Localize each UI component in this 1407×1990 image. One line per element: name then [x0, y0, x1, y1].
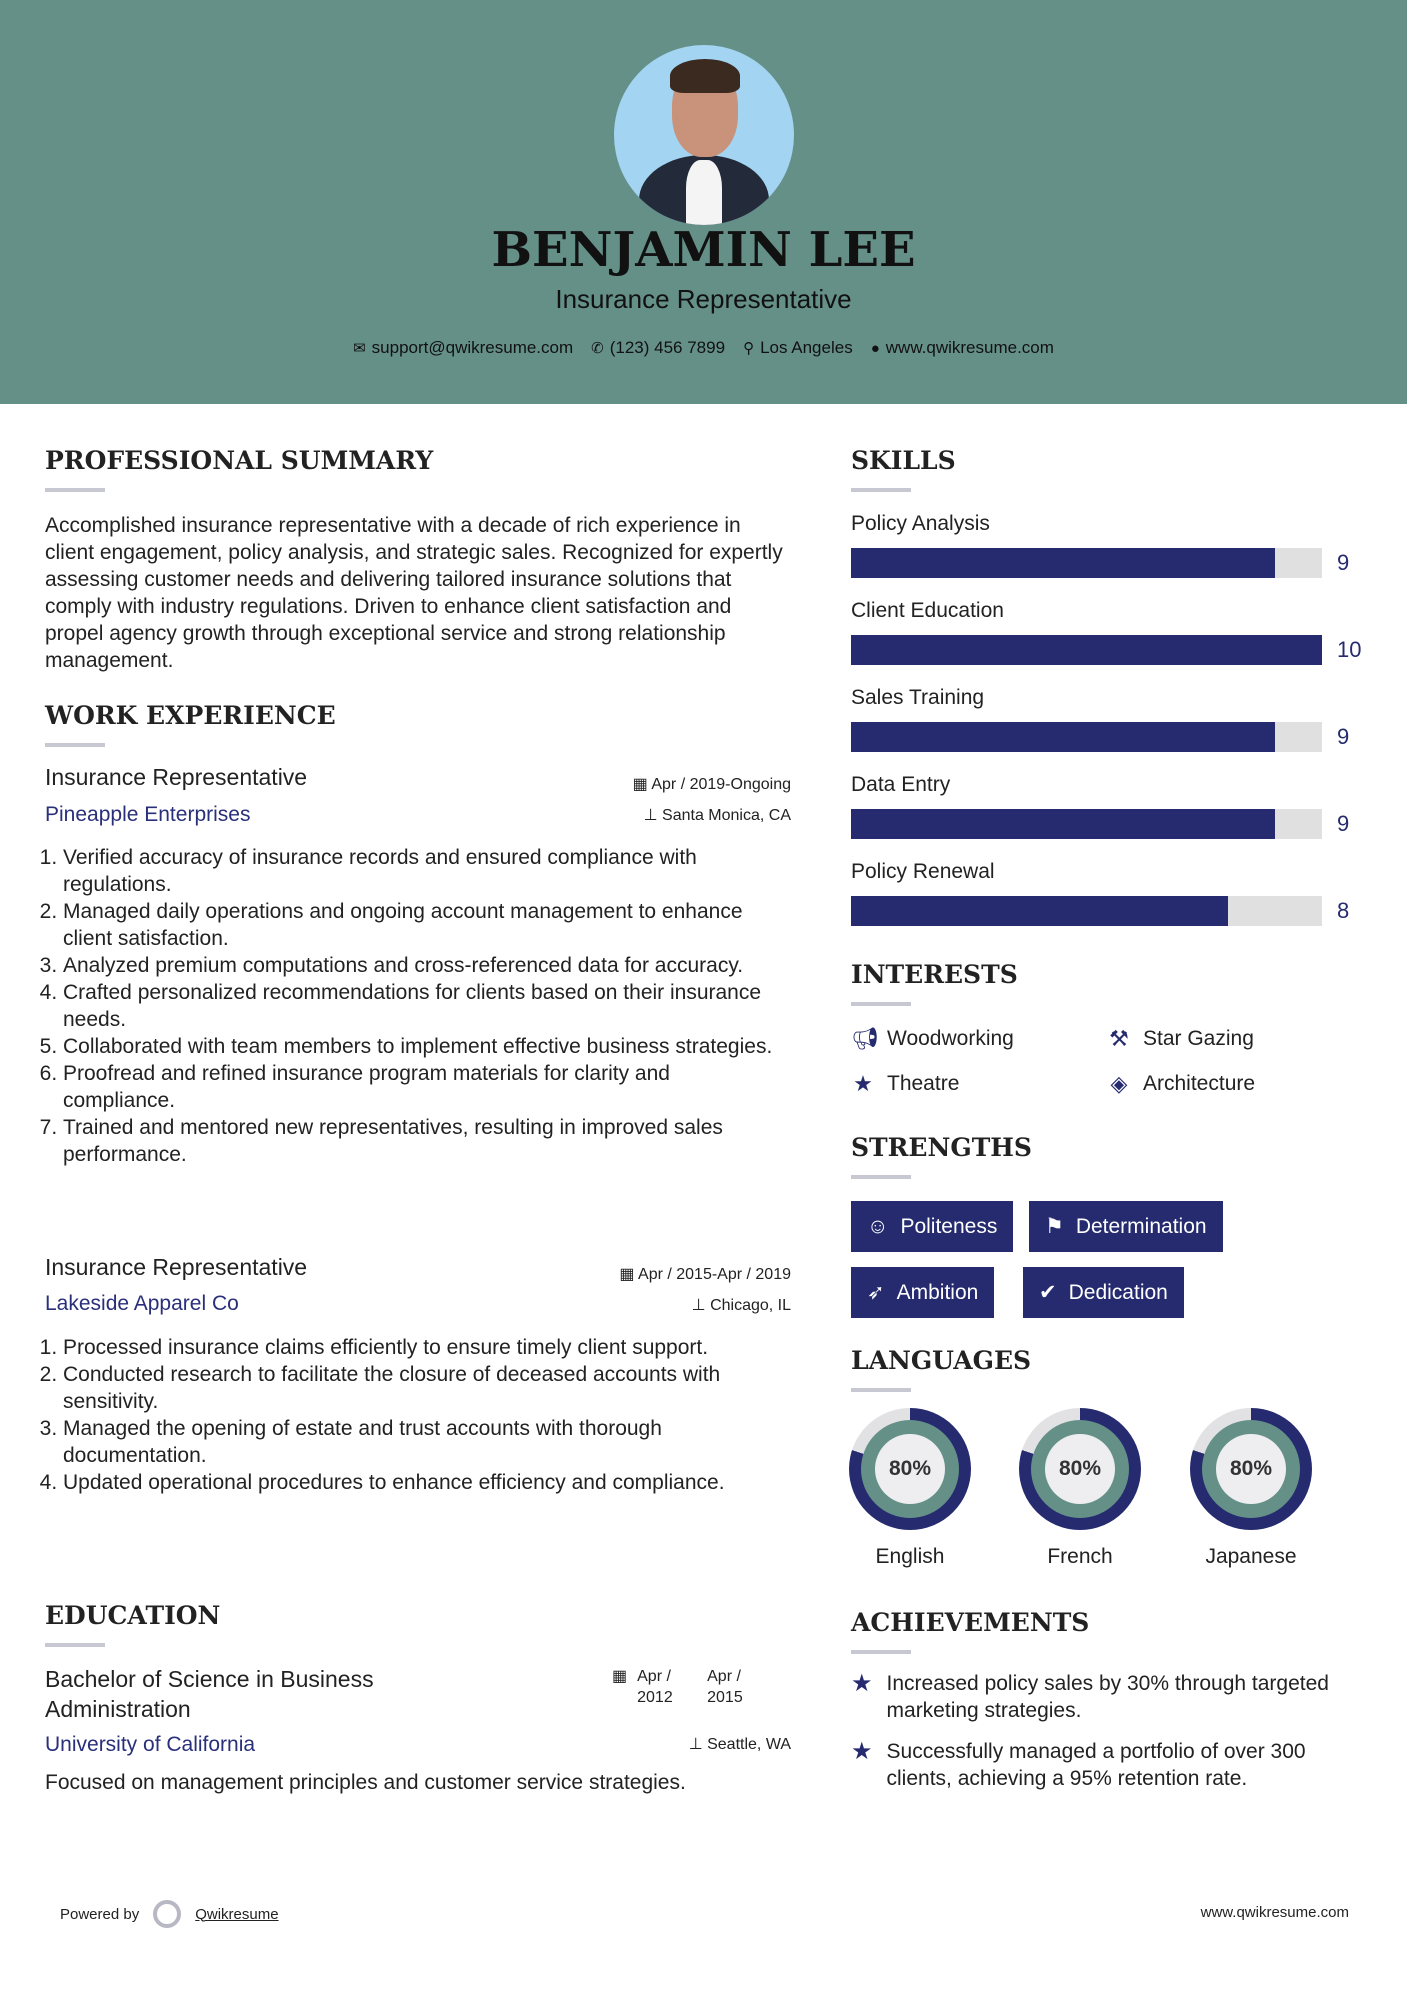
strength-badge: ➶ Ambition — [851, 1267, 994, 1318]
contact-phone: (123) 456 7899 — [609, 338, 726, 357]
divider — [45, 743, 105, 747]
gavel-icon: ⚒ — [1109, 1026, 1129, 1051]
job-bullets — [45, 844, 785, 1168]
skill-level: 9 — [1337, 811, 1350, 836]
skill-bar-fill — [851, 809, 1275, 839]
job-date: ▦ Apr / 2015-Apr / 2019 — [619, 1266, 791, 1283]
ticket-icon: ◈ — [1110, 1071, 1128, 1096]
skill-bar-fill — [851, 635, 1322, 665]
skill-bar-fill — [851, 548, 1275, 578]
star-badge-icon: ★ — [851, 1738, 873, 1765]
interest-item: ◈ Architecture — [1107, 1071, 1255, 1097]
calendar-icon: ▦ — [632, 776, 652, 793]
language-percent: 80% — [875, 1434, 945, 1504]
map-pin-icon: ⚲ — [743, 340, 755, 357]
divider — [851, 1650, 911, 1654]
language-donut — [1190, 1408, 1312, 1530]
star-icon: ★ — [853, 1071, 873, 1096]
job-bullets — [45, 1334, 785, 1496]
rocket-icon: ➶ — [867, 1281, 885, 1304]
language-name: French — [1047, 1545, 1113, 1568]
skill-bar — [851, 635, 1322, 665]
job-bullet: 1. Verified accuracy of insurance records and ensured compliance with regulations. — [63, 844, 785, 898]
skill-name: Client Education — [851, 599, 1004, 622]
envelope-icon: ✉ — [353, 340, 366, 357]
divider — [851, 1388, 911, 1392]
smile-icon: ☺ — [867, 1214, 889, 1238]
job-bullet: 4. Updated operational procedures to enhance efficiency and compliance. — [63, 1469, 785, 1496]
globe-icon: ● — [870, 340, 880, 357]
star-badge-icon: ★ — [851, 1670, 873, 1697]
strength-badge: ☺ Politeness — [851, 1201, 1013, 1252]
divider — [45, 488, 105, 492]
job-title: Insurance Representative — [45, 764, 308, 790]
resume-header — [0, 0, 1407, 404]
strength-badge: ✔ Dedication — [1023, 1267, 1184, 1318]
skill-bar — [851, 809, 1322, 839]
contact-location: Los Angeles — [760, 338, 853, 357]
qwikresume-logo — [153, 1900, 181, 1928]
skill-name: Data Entry — [851, 773, 951, 796]
job-bullet: 3. Managed the opening of estate and trust accounts with thorough documentation. — [63, 1415, 785, 1469]
contact-bar — [0, 338, 1407, 358]
job-bullet: 2. Managed daily operations and ongoing account management to enhance client satisfaction. — [63, 898, 785, 952]
calendar-icon: ▦ — [619, 1266, 639, 1283]
strength-badge: ⚑ Determination — [1029, 1201, 1223, 1252]
job-bullet: 1. Processed insurance claims efficiently to ensure timely client support. — [63, 1334, 785, 1361]
language-donut — [1019, 1408, 1141, 1530]
skill-name: Sales Training — [851, 686, 985, 709]
education-description: Focused on management principles and customer service strategies. — [45, 1771, 686, 1794]
footer-website[interactable]: www.qwikresume.com — [1200, 1904, 1349, 1921]
divider — [45, 1643, 105, 1647]
job-company: Lakeside Apparel Co — [45, 1292, 239, 1315]
achievement-item: ★ Increased policy sales by 30% through targeted marketing strategies. — [851, 1670, 1329, 1722]
school: University of California — [45, 1733, 256, 1756]
job-bullet: 4. Crafted personalized recommendations for clients based on their insurance needs. — [63, 979, 785, 1033]
brand-link[interactable]: Qwikresume — [195, 1905, 279, 1923]
divider — [851, 488, 911, 492]
education-dates: ▦ Apr / 2012 Apr / 2015 — [612, 1668, 743, 1706]
pin-icon: ⊥ — [691, 1297, 711, 1314]
check-circle-icon: ✔ — [1039, 1281, 1057, 1304]
language-donut — [849, 1408, 971, 1530]
job-date: ▦ Apr / 2019-Ongoing — [632, 776, 791, 793]
skills-heading: SKILLS — [851, 446, 956, 475]
work-heading: WORK EXPERIENCE — [45, 701, 336, 730]
job-title: Insurance Representative — [45, 1254, 308, 1280]
interest-item: ★ Theatre — [851, 1071, 959, 1097]
contact-email[interactable]: support@qwikresume.com — [371, 338, 574, 357]
footer-powered-by — [60, 1900, 279, 1928]
skill-bar-fill — [851, 896, 1228, 926]
pin-icon: ⊥ — [643, 807, 663, 824]
skill-level: 9 — [1337, 724, 1350, 749]
skill-bar — [851, 896, 1322, 926]
language-name: English — [875, 1545, 945, 1568]
summary-text: Accomplished insurance representative with a decade of rich experience in client engagement, policy analysis, and strategic sales. Recognized for expertly assessing customer needs and delivering tailored insurance solutions that comply with industry regulations. Driven to enhance client satisfaction and propel agency growth through exceptional service and strong relationship management. — [45, 514, 783, 672]
job-location: ⊥ Chicago, IL — [691, 1297, 791, 1314]
summary-heading: PROFESSIONAL SUMMARY — [45, 446, 434, 475]
job-bullet: 3. Analyzed premium computations and cross-referenced data for accuracy. — [63, 952, 785, 979]
languages-heading: LANGUAGES — [851, 1346, 1032, 1375]
education-heading: EDUCATION — [45, 1601, 221, 1630]
interest-item: 📢︎ Woodworking — [851, 1026, 1014, 1051]
flag-icon: ⚑ — [1045, 1215, 1064, 1238]
skill-bar-fill — [851, 722, 1275, 752]
strengths-heading: STRENGTHS — [851, 1133, 1032, 1162]
profile-photo — [614, 45, 794, 225]
language-name: Japanese — [1205, 1545, 1297, 1568]
skill-level: 10 — [1337, 637, 1362, 662]
candidate-role: Insurance Representative — [555, 284, 852, 314]
job-location: ⊥ Santa Monica, CA — [643, 807, 791, 824]
skill-name: Policy Renewal — [851, 860, 995, 883]
education-location: ⊥ Seattle, WA — [688, 1736, 791, 1753]
job-bullet: 6. Proofread and refined insurance program materials for clarity and compliance. — [63, 1060, 785, 1114]
job-company: Pineapple Enterprises — [45, 803, 251, 826]
contact-website[interactable]: www.qwikresume.com — [885, 338, 1054, 357]
divider — [851, 1175, 911, 1179]
language-percent: 80% — [1216, 1434, 1286, 1504]
job-bullet: 2. Conducted research to facilitate the closure of deceased accounts with sensitivity. — [63, 1361, 785, 1415]
divider — [851, 1002, 911, 1006]
skill-bar — [851, 722, 1322, 752]
skill-bar — [851, 548, 1322, 578]
job-bullet: 5. Collaborated with team members to implement effective business strategies. — [63, 1033, 785, 1060]
achievements-heading: ACHIEVEMENTS — [851, 1608, 1090, 1637]
skill-level: 9 — [1337, 550, 1350, 575]
phone-icon: ✆ — [591, 340, 604, 357]
interest-item: ⚒ Star Gazing — [1107, 1026, 1254, 1052]
megaphone-icon: 📢︎ — [851, 1026, 879, 1051]
calendar-icon: ▦ — [612, 1668, 628, 1685]
achievement-item: ★ Successfully managed a portfolio of over 300 clients, achieving a 95% retention rate. — [851, 1738, 1306, 1790]
skill-name: Policy Analysis — [851, 512, 990, 535]
language-percent: 80% — [1045, 1434, 1115, 1504]
job-bullet: 7. Trained and mentored new representatives, resulting in improved sales performance. — [63, 1114, 785, 1168]
pin-icon: ⊥ — [688, 1736, 708, 1753]
skill-level: 8 — [1337, 898, 1350, 923]
degree: Bachelor of Science in Business Administration — [45, 1666, 374, 1722]
interests-heading: INTERESTS — [851, 960, 1018, 989]
powered-by-label: Powered by — [60, 1905, 140, 1923]
candidate-name: BENJAMIN LEE — [491, 222, 916, 278]
